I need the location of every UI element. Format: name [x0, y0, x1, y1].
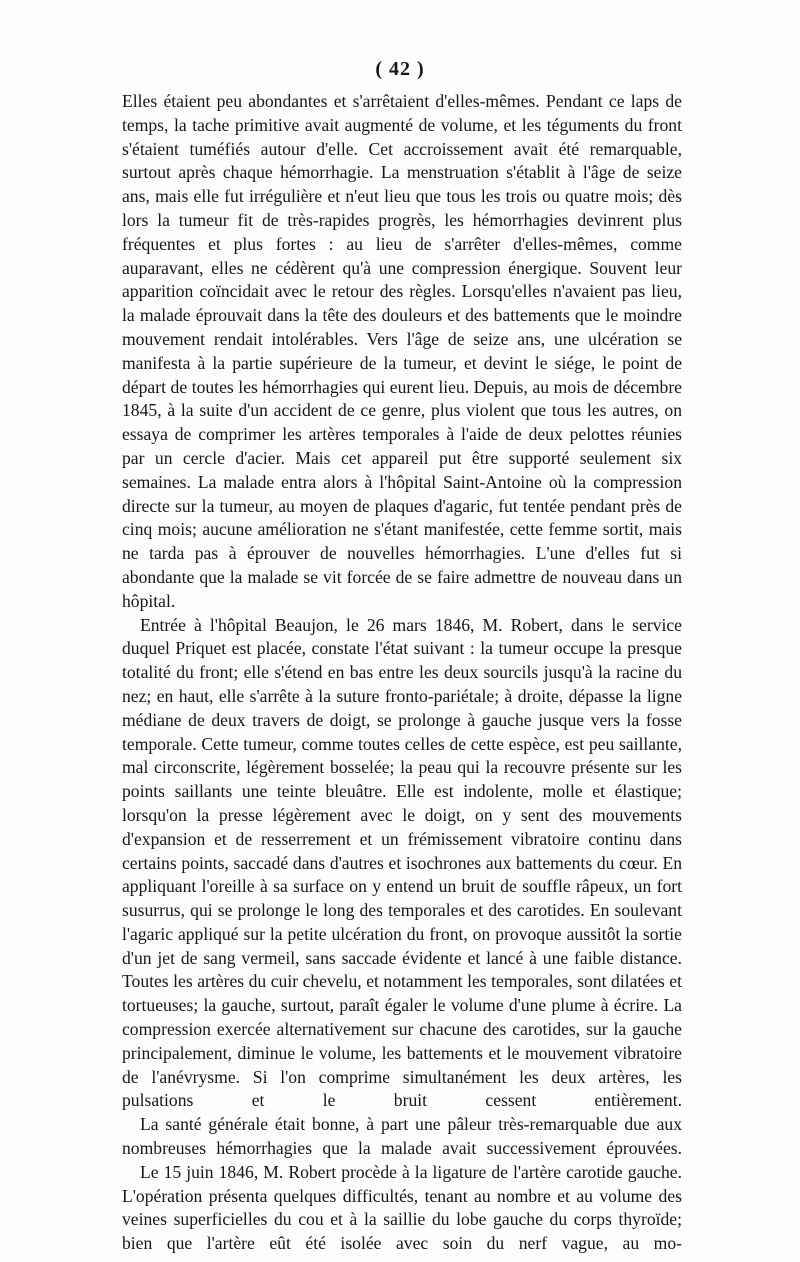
paragraph-3: La santé générale était bonne, à part une pâleur très-remarquable due aux nombreuses hémorrhagies que la malade avait successivement éprouvées.: [122, 1114, 682, 1159]
paragraph-2: Entrée à l'hôpital Beaujon, le 26 mars 1846, M. Robert, dans le service duquel Priquet est placée, constate l'état suivant : la tumeur occupe la presque totalité du front; elle s'étend en bas entre les deux sourcils jusqu'à la racine du nez; en haut, elle s'arrête à la suture fronto-pariétale; à droite, dépasse la ligne médiane de deux travers de doigt, se prolonge à gauche jusque vers la fosse temporale. Cette tumeur, comme toutes celles de cette espèce, est peu saillante, mal circonscrite, légèrement bosselée; la peau qui la recouvre présente sur les points saillants une teinte bleuâtre. Elle est indolente, molle et élastique; lorsqu'on la presse légèrement avec le doigt, on y sent des mouvements d'expansion et de resserrement et un frémissement vibratoire continu dans certains points, saccadé dans d'autres et isochrones aux battements du cœur. En appliquant l'oreille à sa surface on y entend un bruit de souffle râpeux, un fort susurrus, qui se prolonge le long des temporales et des carotides. En soulevant l'agaric appliqué sur la petite ulcération du front, on provoque aussitôt la sortie d'un jet de sang vermeil, sans saccade évidente et lancé à une faible distance. Toutes les artères du cuir chevelu, et notamment les temporales, sont dilatées et tortueuses; la gauche, surtout, paraît égaler le volume d'une plume à écrire. La compression exercée alternativement sur chacune des carotides, sur la gauche principalement, diminue le volume, les battements et le mouvement vibratoire de l'anévrysme. Si l'on comprime simultanément les deux artères, les pulsations et le bruit cessent entièrement.: [122, 614, 682, 1111]
body-text: [122, 90, 682, 1256]
paragraph-1: Elles étaient peu abondantes et s'arrêtaient d'elles-mêmes. Pendant ce laps de temps, la tache primitive avait augmenté de volume, et les téguments du front s'étaient tuméfiés autour d'elle. Cet accroissement avait été remarquable, surtout après chaque hémorrhagie. La menstruation s'établit à l'âge de seize ans, mais elle fut irrégulière et n'eut lieu que tous les trois ou quatre mois; dès lors la tumeur fit de très-rapides progrès, les hémorrhagies devinrent plus fréquentes et plus fortes : au lieu de s'arrêter d'elles-mêmes, comme auparavant, elles ne cédèrent qu'à une compression énergique. Souvent leur apparition coïncidait avec le retour des règles. Lorsqu'elles n'avaient pas lieu, la malade éprouvait dans la tête des douleurs et des battements que le moindre mouvement rendait intolérables. Vers l'âge de seize ans, une ulcération se manifesta à la partie supérieure de la tumeur, et devint le siége, le point de départ de toutes les hémorrhagies qui eurent lieu. Depuis, au mois de décembre 1845, à la suite d'un accident de ce genre, plus violent que tous les autres, on essaya de comprimer les artères temporales à l'aide de deux pelottes réunies par un cercle d'acier. Mais cet appareil put être supporté seulement six semaines. La malade entra alors à l'hôpital Saint-Antoine où la compression directe sur la tumeur, au moyen de plaques d'agaric, fut tentée pendant près de cinq mois; aucune amélioration ne s'étant manifestée, cette femme sortit, mais ne tarda pas à éprouver de nouvelles hémorrhagies. L'une d'elles fut si abondante que la malade se vit forcée de se faire admettre de nouveau dans un hôpital.: [122, 91, 682, 611]
paragraph-4: Le 15 juin 1846, M. Robert procède à la ligature de l'artère carotide gauche. L'opération présenta quelques difficultés, tenant au nombre et au volume des veines superficielles du cou et à la saillie du lobe gauche du corps thyroïde; bien que l'artère eût été isolée avec soin du nerf vague, au mo-: [122, 1161, 682, 1254]
page-number: ( 42 ): [375, 58, 425, 80]
